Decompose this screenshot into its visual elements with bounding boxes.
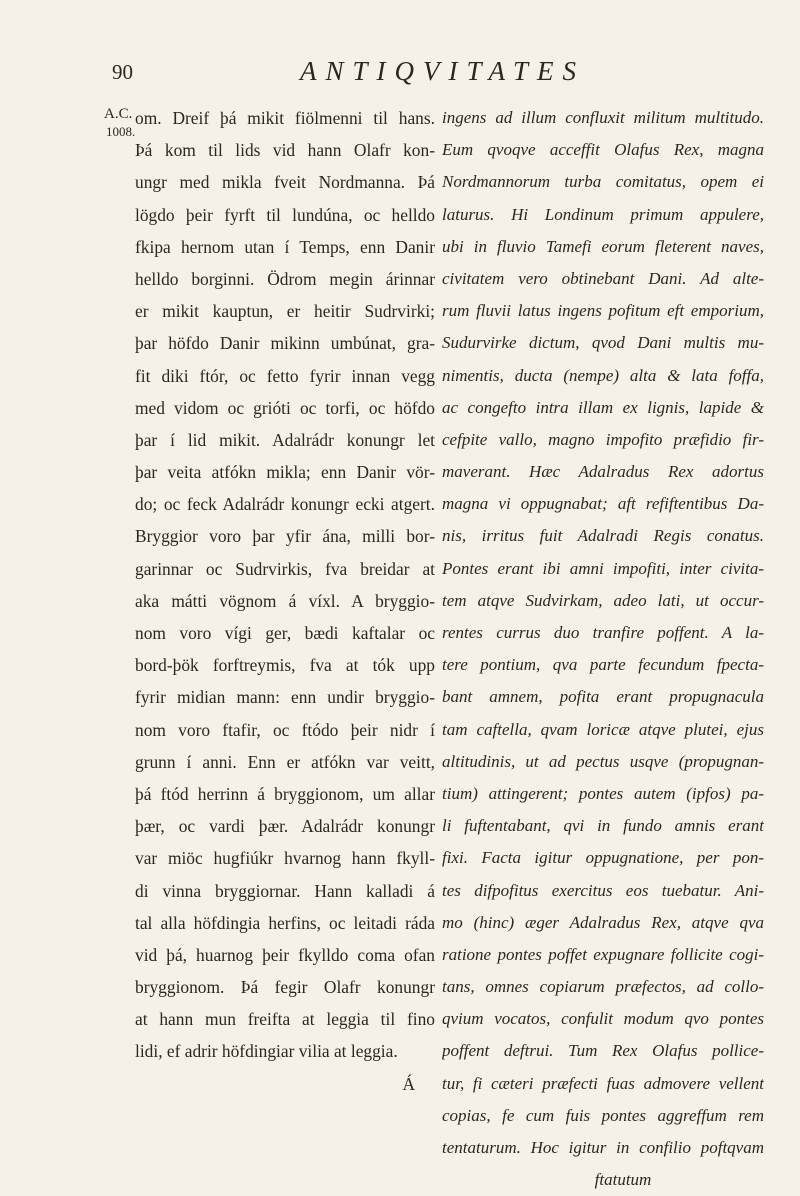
latin-text-line: ratione pontes poffet expugnare follicite cogi- — [442, 944, 764, 964]
icelandic-text-line: þær, oc vardi þær. Adalrádr konungr — [135, 816, 435, 837]
icelandic-text-line: lögdo þeir fyrft til lundúna, oc helldo — [135, 204, 435, 225]
icelandic-text-line: ungr med mikla fveit Nordmanna. Þá — [135, 172, 435, 193]
latin-text-line: tem atqve Sudvirkam, adeo lati, ut occur- — [442, 590, 764, 610]
icelandic-text-line: Bryggior voro þar yfir ána, milli bor- — [135, 526, 435, 547]
latin-text-line: fixi. Facta igitur oppugnatione, per pon- — [442, 848, 764, 868]
latin-text-line: maverant. Hæc Adalradus Rex adortus — [442, 462, 764, 482]
latin-text-line: qvium vocatos, confulit modum qvo pontes — [442, 1009, 764, 1029]
latin-text-line: rentes currus duo tranfire poffent. A la- — [442, 623, 764, 642]
latin-text-line: laturus. Hi Londinum primum appulere, — [442, 204, 764, 224]
latin-text-line: Pontes erant ibi amni impofiti, inter civita- — [442, 558, 764, 578]
latin-text-line: copias, fe cum fuis pontes aggreffum rem — [442, 1105, 764, 1125]
latin-text-line: tans, omnes copiarum præfectos, ad collo- — [442, 977, 764, 997]
icelandic-text-line: tal alla höfdingia herfins, oc leitadi ráda — [135, 912, 435, 933]
icelandic-text-line: var miöc hugfiúkr hvarnog hann fkyll- — [135, 848, 435, 869]
latin-text-line: tes difpofitus exercitus eos tuebatur. Ani- — [442, 880, 764, 900]
catchword: Á — [402, 1073, 415, 1094]
latin-text-line: magna vi oppugnabat; aft refiftentibus Da- — [442, 494, 764, 514]
icelandic-column — [135, 102, 435, 1100]
latin-text-line: mo (hinc) æger Adalradus Rex, atqve qva — [442, 912, 764, 932]
latin-text-line: bant amnem, pofita erant propugnacula — [442, 687, 764, 707]
latin-text-line: nis, irritus fuit Adalradi Regis conatus. — [442, 526, 764, 546]
page-number: 90 — [112, 60, 133, 84]
latin-text-line: li fuftentabant, qvi in fundo amnis erant — [442, 816, 764, 836]
latin-text-line: Eum qvoqve acceffit Olafus Rex, magna — [442, 140, 764, 160]
icelandic-text-line: lidi, ef adrir höfdingiar vilia at leggia. — [135, 1041, 398, 1062]
icelandic-text-line: grunn í anni. Enn er atfókn var veitt, — [135, 751, 435, 772]
running-head: ANTIQVITATES — [300, 56, 586, 86]
icelandic-text-line: þar höfdo Danir mikinn umbúnat, gra- — [135, 333, 435, 354]
icelandic-text-line: om. Dreif þá mikit fiölmenni til hans. — [135, 108, 435, 128]
latin-text-line: tium) attingerent; pontes autem (ipfos) pa- — [442, 783, 764, 803]
latin-text-line: ac congefto intra illam ex lignis, lapide & — [442, 397, 764, 417]
latin-text-line: ubi in fluvio Tamefi eorum fleterent naves, — [442, 236, 764, 256]
icelandic-text-line: er mikit kauptun, er heitir Sudrvirki; — [135, 301, 435, 322]
icelandic-text-line: nom voro vígi ger, bædi kaftalar oc — [135, 623, 435, 643]
icelandic-text-line: þar veita atfókn mikla; enn Danir vör- — [135, 462, 435, 483]
margin-year: 1008. — [106, 124, 136, 139]
latin-text-line: altitudinis, ut ad pectus usqve (propugnan- — [442, 751, 764, 771]
icelandic-text-line: garinnar oc Sudrvirkis, fva breidar at — [135, 558, 435, 579]
icelandic-text-line: fyrir midian mann: enn undir bryggio- — [135, 687, 435, 708]
latin-text-line: tam caftella, qvam loricæ atqve plutei, ejus — [442, 719, 764, 739]
icelandic-text-line: aka mátti vögnom á víxl. A bryggio- — [135, 590, 435, 611]
latin-text-line: tere pontium, qva parte fecundum fpecta- — [442, 655, 764, 675]
icelandic-text-line: bord-þök forftreymis, fva at tók upp — [135, 655, 435, 676]
latin-text-line: civitatem vero obtinebant Dani. Ad alte- — [442, 268, 764, 288]
icelandic-text-line: Þá kom til lids vid hann Olafr kon- — [135, 140, 435, 161]
latin-text-line: tur, fi cæteri præfecti fuas admovere vellent — [442, 1073, 764, 1093]
icelandic-text-line: at hann mun freifta at leggia til fino — [135, 1009, 435, 1030]
icelandic-text-line: þá ftód herrinn á bryggionom, um allar — [135, 783, 435, 804]
latin-text-line: poffent deftrui. Tum Rex Olafus pollice- — [442, 1041, 764, 1061]
latin-text-line: Nordmannorum turba comitatus, opem ei — [442, 172, 764, 192]
latin-text-line: cefpite vallo, magno impofito præfidio fir- — [442, 429, 764, 449]
latin-text-line: tentaturum. Hoc igitur in confilio poftqvam — [442, 1138, 764, 1157]
latin-column — [442, 102, 764, 1196]
icelandic-text-line: helldo borginni. Ödrom megin árinnar — [135, 268, 435, 289]
icelandic-text-line: bryggionom. Þá fegir Olafr konungr — [135, 977, 435, 998]
margin-era: A.C. — [104, 106, 133, 122]
icelandic-text-line: þar í lid mikit. Adalrádr konungr let — [135, 429, 435, 450]
icelandic-text-line: vid þá, huarnog þeir fkylldo coma ofan — [135, 944, 435, 965]
latin-text-line: Sudurvirke dictum, qvod Dani multis mu- — [442, 333, 764, 353]
latin-text-line: rum fluvii latus ingens pofitum eft emporium, — [442, 301, 764, 321]
latin-text-line: ftatutum — [594, 1170, 652, 1190]
icelandic-text-line: di vinna bryggiornar. Hann kalladi á — [135, 880, 435, 901]
icelandic-text-line: fkipa hernom utan í Temps, enn Danir — [135, 236, 435, 257]
icelandic-text-line: do; oc feck Adalrádr konungr ecki atgert. — [135, 494, 435, 515]
icelandic-text-line: med vidom oc grióti oc torfi, oc höfdo — [135, 397, 435, 418]
latin-text-line: ingens ad illum confluxit militum multitudo. — [442, 108, 764, 127]
icelandic-text-line: nom voro ftafir, oc ftódo þeir nidr í — [135, 719, 435, 740]
icelandic-text-line: fit diki ftór, oc fetto fyrir innan vegg — [135, 365, 435, 386]
latin-text-line: nimentis, ducta (nempe) alta & lata foffa, — [442, 365, 764, 385]
